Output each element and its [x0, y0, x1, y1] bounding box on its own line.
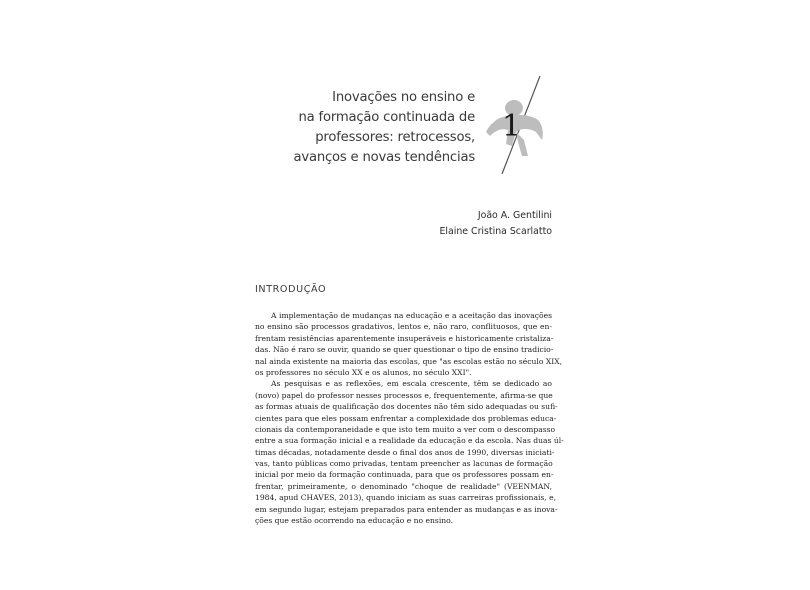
body-line: as formas atuais de qualificação dos docentes não têm sido adequadas ou sufi- [255, 402, 558, 412]
author-name: Elaine Cristina Scarlatto [439, 226, 552, 237]
body-line: no ensino são processos gradativos, lentos e, não raro, conflituosos, que en- [255, 322, 552, 332]
body-line: frentam resistências aparentemente insuperáveis e historicamente cristaliza- [255, 333, 554, 343]
body-line: nal ainda existente na maioria das escolas, que "as escolas estão no século XIX, [255, 356, 563, 366]
author-name: João A. Gentilini [477, 210, 552, 221]
body-line: (novo) papel do professor nesses processos e, frequentemente, afirma-se que [255, 390, 553, 400]
body-line: As pesquisas e as reflexões, em escala crescente, têm se dedicado ao [271, 379, 552, 389]
body-line: frentar, primeiramente, o denominado "choque de realidade" (VEENMAN, [255, 481, 552, 491]
body-line: os professores no século XX e os alunos, no século XXI". [255, 367, 472, 377]
chapter-title-line: professores: retrocessos, [315, 130, 475, 145]
chapter-title-line: Inovações no ensino e [332, 90, 475, 105]
authors [380, 208, 552, 240]
body-line: 1984, apud CHAVES, 2013), quando iniciam as suas carreiras profissionais, e, [255, 493, 557, 503]
body-line: em segundo lugar, estejam preparados para entender as mudanças e as inova- [255, 504, 558, 514]
body-line: ções que estão ocorrendo na educação e no ensino. [255, 516, 453, 526]
chapter-title-line: avanços e novas tendências [293, 150, 475, 165]
body-text [255, 310, 564, 526]
chapter-title [270, 88, 475, 168]
body-line: cionais da contemporaneidade e que isto tem muito a ver com o descompasso [255, 424, 556, 434]
body-line: cientes para que eles possam enfrentar a complexidade dos problemas educa- [255, 413, 557, 423]
body-line: timas décadas, notadamente desde o final dos anos de 1990, diversas iniciati- [255, 447, 555, 457]
body-line: entre a sua formação inicial e a realidade da educação e da escola. Nas duas úl- [255, 436, 564, 446]
body-line: A implementação de mudanças na educação e a aceitação das inovações [271, 311, 552, 320]
body-line: vas, tanto públicas como privadas, tentam preencher as lacunas de formação [255, 459, 553, 469]
body-line: inicial por meio da formação continuada, para que os professores possam en- [255, 470, 554, 480]
chapter-number: 1 [502, 109, 522, 144]
body-line: das. Não é raro se ouvir, quando se quer questionar o tipo de ensino tradicio- [255, 345, 554, 355]
chapter-title-line: na formação continuada de [298, 110, 475, 125]
section-heading: INTRODUÇÃO [255, 284, 327, 295]
